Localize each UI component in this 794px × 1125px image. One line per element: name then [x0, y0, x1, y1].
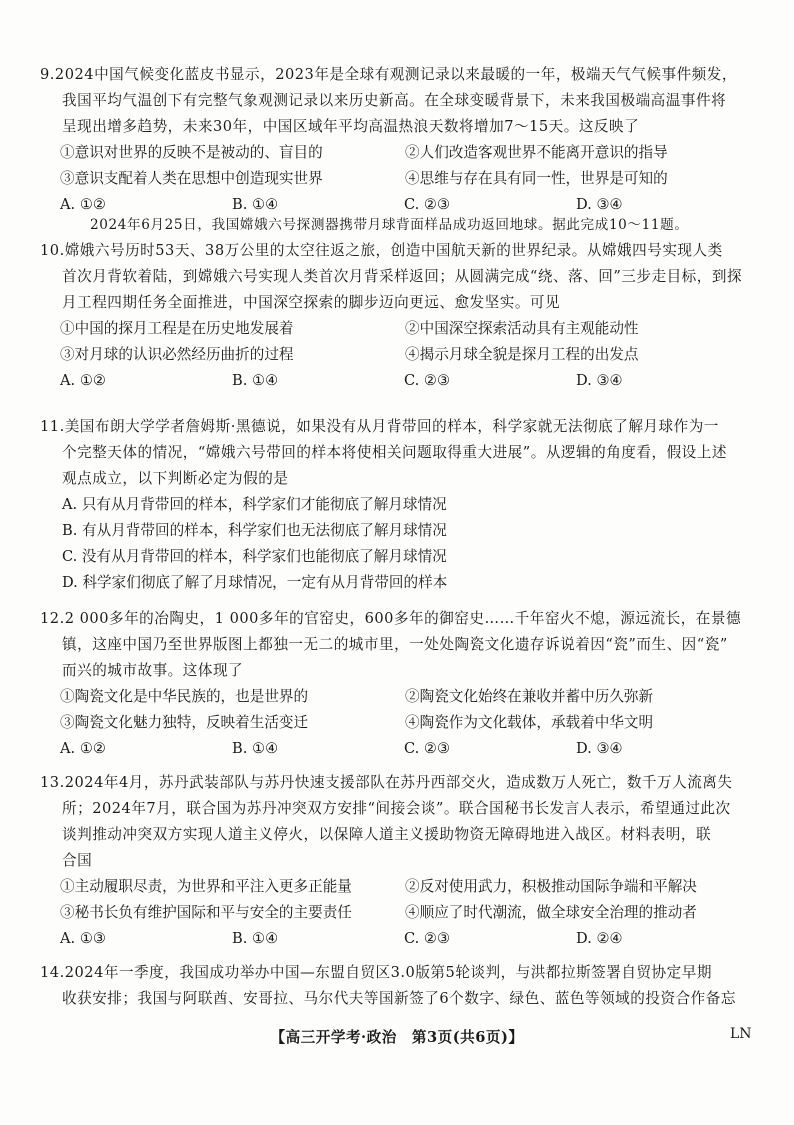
question-stem-line: 11.美国布朗大学学者詹姆斯·黑德说，如果没有从月背带回的样本，科学家就无法彻底了解月球作为一 — [40, 418, 719, 435]
choice-a: A. ①② — [60, 740, 106, 757]
question-10 — [40, 238, 760, 394]
answer-choices — [40, 368, 760, 394]
answer-choices — [40, 736, 760, 762]
choice-c: C. ②③ — [404, 740, 451, 757]
question-13 — [40, 770, 760, 952]
statement-row — [40, 342, 760, 368]
choice-b: B. 有从月背带回的样本，科学家们也无法彻底了解月球情况 — [62, 522, 447, 539]
statement-row — [40, 900, 760, 926]
choice-d: D. ③④ — [576, 372, 623, 389]
statement-2: ②陶瓷文化始终在兼收并蓄中历久弥新 — [405, 688, 654, 705]
statement-4: ④顺应了时代潮流，做全球安全治理的推动者 — [405, 904, 697, 921]
choice-c: C. ②③ — [404, 372, 451, 389]
question-stem-line: 12.2 000多年的冶陶史，1 000多年的官窑史，600多年的御窑史……千年窑火不熄，源远流长，在景德 — [40, 610, 742, 627]
group-intro: 2024年6月25日，我国嫦娥六号探测器携带月球背面样品成功返回地球。据此完成10～11题。 — [90, 217, 689, 233]
statement-2: ②中国深空探索活动具有主观能动性 — [405, 320, 639, 337]
question-stem-line: 观点成立，以下判断必定为假的是 — [62, 470, 289, 487]
choice-d: D. ③④ — [576, 740, 623, 757]
choice-b: B. ①④ — [232, 740, 279, 757]
statement-row — [40, 710, 760, 736]
choice-c: C. ②③ — [404, 196, 451, 213]
page-footer: 【高三开学考·政治 第3页(共6页)】 — [270, 1029, 524, 1046]
choice-c: C. ②③ — [404, 930, 451, 947]
statement-3: ③意识支配着人类在思想中创造现实世界 — [60, 170, 323, 187]
statement-row — [40, 140, 760, 166]
statement-3: ③陶瓷文化魅力独特，反映着生活变迁 — [60, 714, 309, 731]
statement-3: ③秘书长负有维护国际和平与安全的主要责任 — [60, 904, 352, 921]
question-stem-line: 我国平均气温创下有完整气象观测记录以来历史新高。在全球变暖背景下，未来我国极端高温事件将 — [62, 92, 727, 109]
choice-a: A. 只有从月背带回的样本，科学家们才能彻底了解月球情况 — [62, 496, 447, 513]
choice-b: B. ①④ — [232, 372, 279, 389]
question-9 — [40, 62, 760, 218]
question-stem-line: 合国 — [62, 852, 93, 869]
question-stem-line: 收获安排；我国与阿联酋、安哥拉、马尔代夫等国新签了6个数字、绿色、蓝色等领域的投资合作备忘 — [62, 990, 736, 1007]
choice-d: D. ③④ — [576, 196, 623, 213]
statement-3: ③对月球的认识必然经历曲折的过程 — [60, 346, 294, 363]
choice-a: A. ①③ — [60, 930, 106, 947]
statement-1: ①陶瓷文化是中华民族的，也是世界的 — [60, 688, 309, 705]
choice-b: B. ①④ — [232, 196, 279, 213]
question-14 — [40, 960, 760, 1012]
statement-4: ④陶瓷作为文化载体，承载着中华文明 — [405, 714, 654, 731]
statement-1: ①主动履职尽责，为世界和平注入更多正能量 — [60, 878, 352, 895]
choice-a: A. ①② — [60, 372, 106, 389]
question-11 — [40, 414, 760, 596]
question-stem-line: 呈现出增多趋势，未来30年，中国区域年平均高温热浪天数将增加7～15天。这反映了 — [62, 118, 640, 135]
question-stem-line: 10.嫦娥六号历时53天、38万公里的太空往返之旅，创造中国航天新的世界纪录。从嫦娥四号实现人类 — [40, 242, 723, 259]
question-stem-line: 首次月背软着陆，到嫦娥六号实现人类首次月背采样返回；从圆满完成“绕、落、回”三步走目标，到探 — [62, 268, 743, 285]
statement-1: ①意识对世界的反映不是被动的、盲目的 — [60, 144, 323, 161]
question-stem-line: 而兴的城市故事。这体现了 — [62, 662, 244, 679]
question-stem-line: 月工程四期任务全面推进，中国深空探索的脚步迈向更远、愈发坚实。可见 — [62, 294, 561, 311]
question-stem-line: 13.2024年4月，苏丹武装部队与苏丹快速支援部队在苏丹西部交火，造成数万人死亡，数千万人流离失 — [40, 774, 733, 791]
statement-row — [40, 316, 760, 342]
question-stem-line: 14.2024年一季度，我国成功举办中国—东盟自贸区3.0版第5轮谈判，与洪都拉斯签署自贸协定早期 — [40, 964, 712, 981]
choice-a: A. ①② — [60, 196, 106, 213]
answer-choices — [40, 926, 760, 952]
question-stem-line: 个完整天体的情况，“嫦娥六号带回的样本将使相关问题取得重大进展”。从逻辑的角度看，假设上述 — [62, 444, 727, 461]
question-stem-line: 谈判推动冲突双方实现人道主义停火，以保障人道主义援助物资无障碍地进入战区。材料表明，联 — [62, 826, 712, 843]
choice-c: C. 没有从月背带回的样本，科学家们也能彻底了解月球情况 — [62, 548, 447, 565]
statement-2: ②反对使用武力，积极推动国际争端和平解决 — [405, 878, 697, 895]
choice-d: D. 科学家们彻底了解了月球情况，一定有从月背带回的样本 — [62, 574, 448, 591]
choice-d: D. ②④ — [576, 930, 623, 947]
statement-1: ①中国的探月工程是在历史地发展着 — [60, 320, 294, 337]
statement-2: ②人们改造客观世界不能离开意识的指导 — [405, 144, 668, 161]
statement-row — [40, 684, 760, 710]
question-stem-line: 9.2024中国气候变化蓝皮书显示，2023年是全球有观测记录以来最暖的一年，极端天气气候事件频发， — [40, 66, 737, 83]
choice-b: B. ①④ — [232, 930, 279, 947]
statement-row — [40, 874, 760, 900]
statement-row — [40, 166, 760, 192]
page-code: LN — [730, 1026, 752, 1042]
question-12 — [40, 606, 760, 762]
statement-4: ④揭示月球全貌是探月工程的出发点 — [405, 346, 639, 363]
question-stem-line: 镇，这座中国乃至世界版图上都独一无二的城市里，一处处陶瓷文化遗存诉说着因“瓷”而生、因“瓷” — [62, 636, 728, 653]
statement-4: ④思维与存在具有同一性，世界是可知的 — [405, 170, 668, 187]
question-stem-line: 所；2024年7月，联合国为苏丹冲突双方安排“间接会谈”。联合国秘书长发言人表示，希望通过此次 — [62, 800, 731, 817]
